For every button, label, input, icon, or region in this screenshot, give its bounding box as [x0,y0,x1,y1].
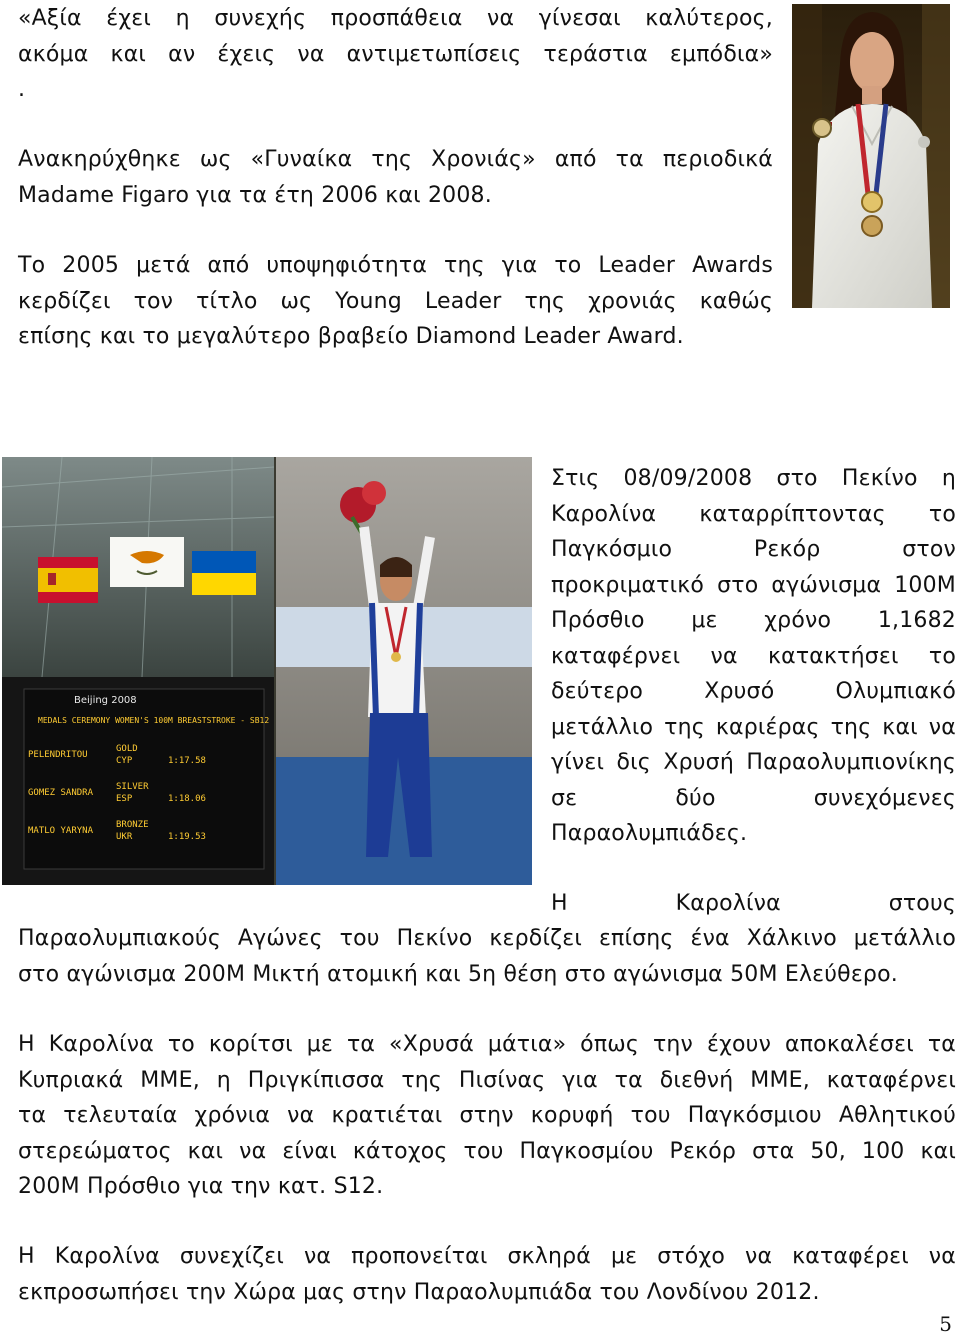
golden-eyes-line: τα τελευταία χρόνια να κρατιέται στην κορυφή του Παγκόσμιου Αθλητικού [18,1103,956,1128]
golden-eyes-paragraph [18,1027,956,1205]
beijing-line: Παραολυμπιάδες. [551,821,748,846]
portrait-illustration [792,4,950,308]
london-line: Η Καρολίνα συνεχίζει να προπονείται σκληρά με στόχο να καταφέρει να [18,1244,956,1269]
beijing-line: Παγκόσμιο Ρεκόρ στον [551,537,956,562]
beijing-collage-photo [2,457,532,885]
beijing-line: σε δύο συνεχόμενες [551,785,956,811]
beijing-line: καταφέρνει να κατακτήσει το [551,643,956,669]
london-paragraph [18,1239,956,1310]
london-line: εκπροσωπήσει την Χώρα μας στην Παραολυμπιάδα του Λονδίνου 2012. [18,1279,820,1305]
scoreboard-medal: SILVER [116,782,149,792]
beijing-line: δεύτερο Χρυσό Ολυμπιακό [551,679,956,704]
golden-eyes-line: στερεώματος και να είναι κάτοχος του Παγκοσμίου Ρεκόρ στα 50, 100 και [18,1138,956,1164]
bronze-paragraph [551,886,956,922]
scoreboard-name: PELENDRITOU [28,750,88,760]
quote-line: «Αξία έχει η συνεχής προσπάθεια να γίνεσαι καλύτερος, [18,6,773,31]
beijing-line: μετάλλιο της καριέρας της και να [551,714,956,740]
scoreboard-time: 1:19.53 [168,832,206,842]
bronze-line: Η Καρολίνα στους [551,891,956,916]
beijing-line: γίνει δις Χρυσή Παραολυμπιονίκης [551,750,956,775]
scoreboard-name: MATLO YARYNA [28,826,94,836]
golden-eyes-line: 200Μ Πρόσθιο για την κατ. S12. [18,1174,384,1199]
collage-illustration [2,457,532,885]
leader-line: επίσης και το μεγαλύτερο βραβείο Diamond Leader Award. [18,324,684,349]
quote-line: ακόμα και αν έχεις να αντιμετωπίσεις τεράστια εμπόδια» [18,41,773,67]
scoreboard-country: CYP [116,756,133,766]
beijing-line: Στις 08/09/2008 στο Πεκίνο η [551,466,956,491]
bronze-line: στο αγώνισμα 200Μ Μικτή ατομική και 5η θέση στο αγώνισμα 50Μ Ελεύθερο. [18,961,898,987]
scoreboard-header: MEDALS CEREMONY WOMEN'S 100M BREASTSTROKE - SB12 [38,716,270,725]
leader-line: κερδίζει τον τίτλο ως Young Leader της χρονιάς καθώς [18,288,773,314]
page-number: 5 [939,1312,952,1336]
golden-eyes-line: Κυπριακά ΜΜΕ, η Πριγκίπισσα της Πισίνας για τα διεθνή ΜΜΕ, καταφέρνει [18,1067,956,1093]
beijing-line: Καρολίνα καταρρίπτοντας το [551,501,956,527]
scoreboard-time: 1:17.58 [168,756,206,766]
portrait-photo [792,4,950,308]
golden-eyes-line: Η Καρολίνα το κορίτσι με τα «Χρυσά μάτια» όπως την έχουν αποκαλέσει τα [18,1032,956,1057]
award-paragraph [18,142,773,213]
bronze-paragraph-cont [18,921,956,992]
leader-line: Το 2005 μετά από υποψηφιότητα της για το Leader Awards [18,253,773,278]
scoreboard-time: 1:18.06 [168,794,206,804]
award-line: Madame Figaro για τα έτη 2006 και 2008. [18,182,492,208]
quote-paragraph [18,1,773,108]
scoreboard-name: GOMEZ SANDRA [28,788,94,798]
quote-line: . [18,77,26,102]
beijing-line: προκριματικό στο αγώνισμα 100Μ [551,572,956,598]
leader-paragraph [18,248,773,355]
beijing-line: Πρόσθιο με χρόνο 1,1682 [551,608,956,633]
scoreboard-medal: GOLD [116,744,138,754]
bronze-line: Παραολυμπιακούς Αγώνες του Πεκίνο κερδίζει επίσης ένα Χάλκινο μετάλλιο [18,926,956,951]
scoreboard-country: ESP [116,794,133,804]
award-line: Ανακηρύχθηκε ως «Γυναίκα της Χρονιάς» από τα περιοδικά [18,147,773,172]
scoreboard-medal: BRONZE [116,820,149,830]
scoreboard-country: UKR [116,832,133,842]
beijing-paragraph [551,461,956,852]
scoreboard-logo: Beijing 2008 [74,695,137,706]
